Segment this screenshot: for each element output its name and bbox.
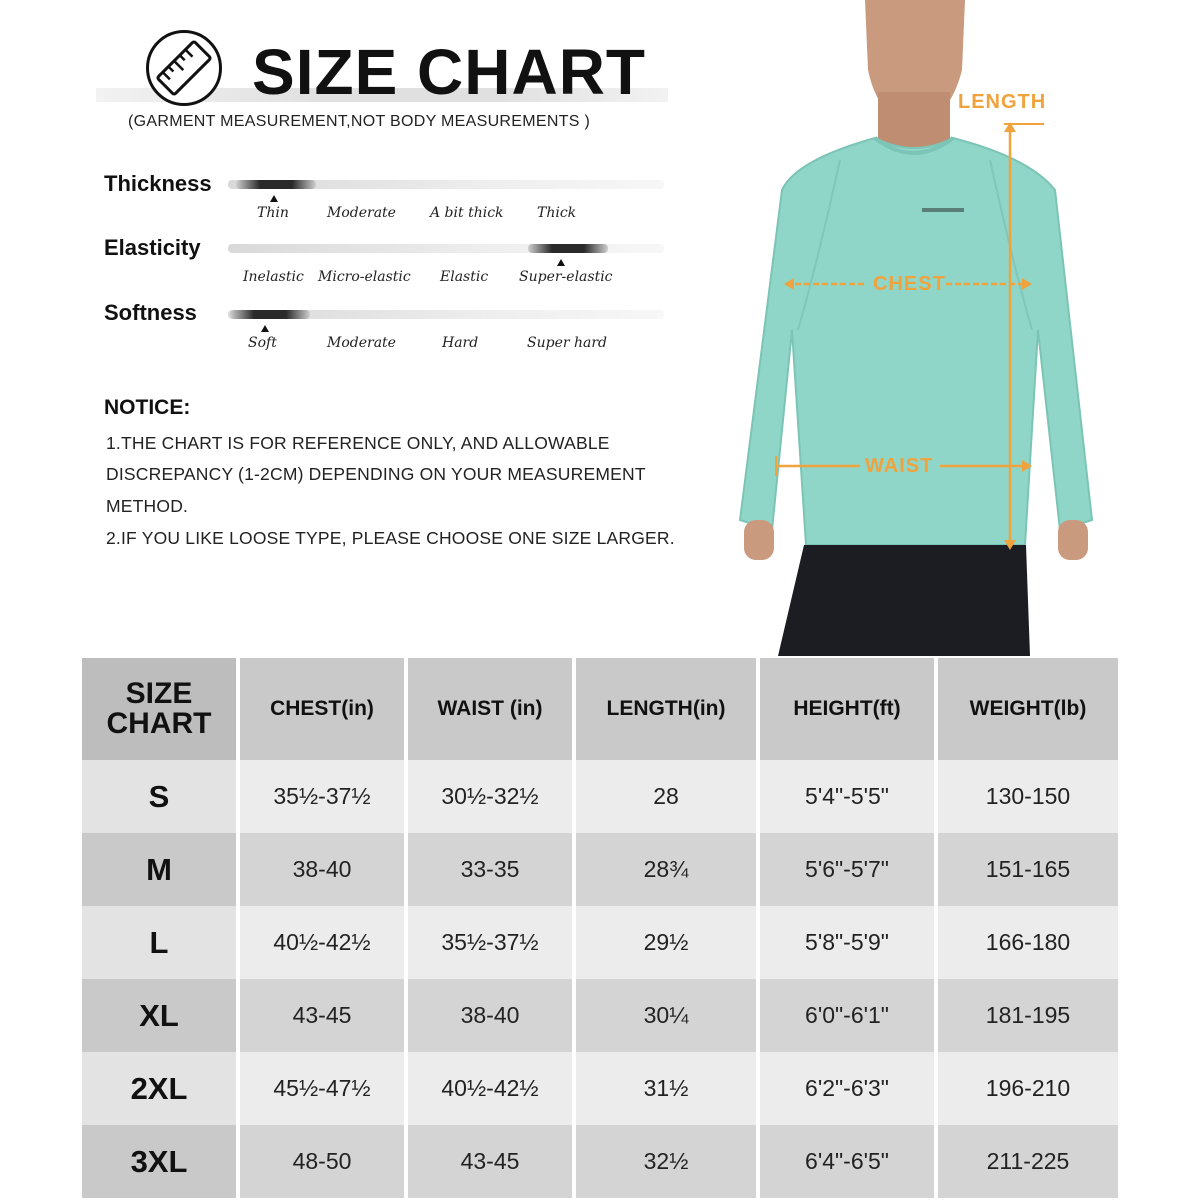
scale-option: Thin [257, 205, 289, 221]
notice-line: DISCREPANCY (1-2CM) DEPENDING ON YOUR MEASUREMENT [106, 464, 646, 484]
table-cell: 6'0"-6'1" [760, 979, 938, 1052]
scale-option: Thick [537, 205, 577, 221]
scale-option: Super hard [527, 335, 608, 351]
table-corner [82, 658, 240, 760]
size-cell: L [82, 906, 240, 979]
table-cell: 35½-37½ [408, 906, 576, 979]
table-cell: 181-195 [938, 979, 1118, 1052]
model-hand [744, 520, 774, 560]
model-head [865, 0, 965, 150]
scale-label-softness: Softness [104, 300, 197, 325]
column-header: CHEST(in) [240, 658, 408, 760]
scale-label-elasticity: Elasticity [104, 235, 201, 260]
pointer-icon [261, 325, 269, 332]
table-row [82, 760, 1118, 833]
scale-option: Super-elastic [519, 269, 613, 285]
table-cell: 38-40 [408, 979, 576, 1052]
table-header-row [82, 658, 1118, 760]
ruler-icon [146, 30, 222, 106]
scale-marker-elasticity [528, 244, 608, 253]
notice-line: 1.THE CHART IS FOR REFERENCE ONLY, AND ALLOWABLE [106, 433, 610, 453]
scale-label-thickness: Thickness [104, 171, 212, 196]
scale-option: Inelastic [243, 269, 304, 285]
table-cell: 43-45 [240, 979, 408, 1052]
table-row [82, 1125, 1118, 1198]
table-cell: 32½ [576, 1125, 760, 1198]
pointer-icon [270, 195, 278, 202]
table-row [82, 833, 1118, 906]
scale-option: A bit thick [430, 205, 504, 221]
scale-marker-thickness [236, 180, 316, 189]
table-cell: 48-50 [240, 1125, 408, 1198]
notice-line: 2.IF YOU LIKE LOOSE TYPE, PLEASE CHOOSE ONE SIZE LARGER. [106, 528, 675, 548]
column-header: WEIGHT(lb) [938, 658, 1118, 760]
size-cell: 2XL [82, 1052, 240, 1125]
table-cell: 151-165 [938, 833, 1118, 906]
table-row [82, 979, 1118, 1052]
table-cell: 33-35 [408, 833, 576, 906]
table-cell: 35½-37½ [240, 760, 408, 833]
scale-track-softness [228, 310, 664, 319]
table-cell: 40½-42½ [408, 1052, 576, 1125]
table-cell: 28 [576, 760, 760, 833]
brand-logo [922, 208, 964, 212]
model-shirt-illustration [700, 0, 1120, 656]
page-title: SIZE CHART [252, 36, 646, 108]
size-chart-table [82, 658, 1118, 1198]
shirt [740, 138, 1092, 545]
table-cell: 43-45 [408, 1125, 576, 1198]
notice-line: METHOD. [106, 496, 189, 516]
length-label: LENGTH [958, 91, 1047, 113]
scale-option: Micro-elastic [318, 269, 411, 285]
column-header: WAIST (in) [408, 658, 576, 760]
notice-title: NOTICE: [104, 396, 191, 419]
table-cell: 5'8"-5'9" [760, 906, 938, 979]
table-cell: 5'4"-5'5" [760, 760, 938, 833]
scale-option: Soft [248, 335, 277, 351]
scale-marker-softness [230, 310, 310, 319]
size-cell: 3XL [82, 1125, 240, 1198]
scale-option: Elastic [440, 269, 489, 285]
pointer-icon [557, 259, 565, 266]
table-cell: 130-150 [938, 760, 1118, 833]
table-cell: 211-225 [938, 1125, 1118, 1198]
corner-line: CHART [106, 707, 212, 740]
model-shorts [778, 545, 1030, 656]
table-cell: 5'6"-5'7" [760, 833, 938, 906]
table-row [82, 906, 1118, 979]
table-cell: 30½-32½ [408, 760, 576, 833]
size-cell: XL [82, 979, 240, 1052]
table-cell: 30¼ [576, 979, 760, 1052]
waist-label: WAIST [865, 455, 934, 477]
chest-label: CHEST [873, 273, 946, 295]
scale-track-elasticity [228, 244, 664, 253]
table-cell: 38-40 [240, 833, 408, 906]
table-cell: 6'4"-6'5" [760, 1125, 938, 1198]
table-cell: 196-210 [938, 1052, 1118, 1125]
scale-option: Moderate [327, 335, 396, 351]
scale-option: Hard [442, 335, 479, 351]
table-cell: 29½ [576, 906, 760, 979]
column-header: LENGTH(in) [576, 658, 760, 760]
table-cell: 45½-47½ [240, 1052, 408, 1125]
model-hand [1058, 520, 1088, 560]
size-cell: M [82, 833, 240, 906]
size-cell: S [82, 760, 240, 833]
table-cell: 31½ [576, 1052, 760, 1125]
page-subtitle: (GARMENT MEASUREMENT,NOT BODY MEASUREMENTS ) [128, 113, 591, 130]
table-cell: 28¾ [576, 833, 760, 906]
scale-option: Moderate [327, 205, 396, 221]
table-cell: 166-180 [938, 906, 1118, 979]
column-header: HEIGHT(ft) [760, 658, 938, 760]
corner-line: SIZE [125, 677, 193, 710]
table-cell: 40½-42½ [240, 906, 408, 979]
scale-track-thickness [228, 180, 664, 189]
table-row [82, 1052, 1118, 1125]
table-cell: 6'2"-6'3" [760, 1052, 938, 1125]
